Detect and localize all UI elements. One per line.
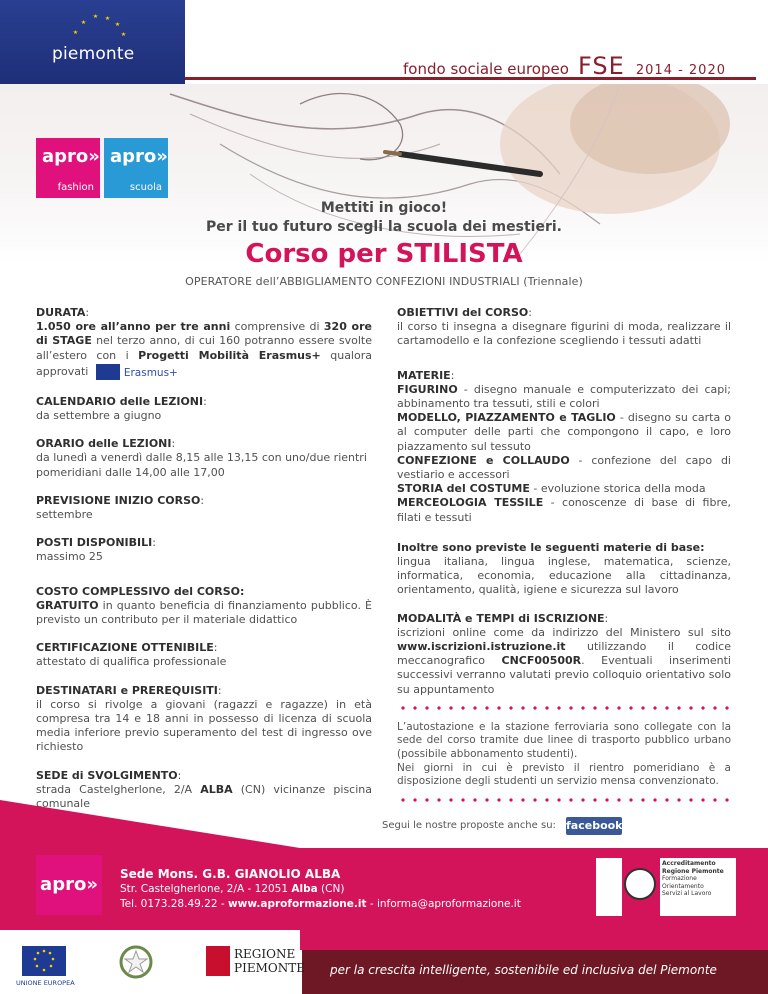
course-title: Corso per STILISTA xyxy=(245,239,523,269)
materia-desc: - evoluzione storica della moda xyxy=(529,482,706,496)
section-posti: POSTI DISPONIBILI: massimo 25 xyxy=(36,536,156,564)
sede-text-1: strada Castelgherlone, 2/A xyxy=(36,782,201,796)
footer-address-2: (CN) xyxy=(317,883,345,895)
sede-text-2: (CN) vicinanze piscina comunale xyxy=(36,782,372,811)
regione-name xyxy=(234,947,305,975)
iqnet-cert-icon xyxy=(624,868,656,900)
fse-acronym: FSE xyxy=(578,52,625,80)
footer-website-link[interactable]: www.aproformazione.it xyxy=(227,898,367,910)
costo-gratuito: GRATUITO xyxy=(36,598,99,612)
eu-stars-icon xyxy=(22,946,66,976)
section-destinatari: DESTINATARI e PREREQUISITI: il corso si rivolge a giovani (ragazzi e ragazze) in età compresa tra 14 e 18 anni in possesso di licenza di scuola media inferiore previo superamento del test di ingresso ove richiesto xyxy=(36,683,372,754)
footer-phone: Tel. 0173.28.49.22 - xyxy=(120,898,228,910)
apro-footer-logo: apro» xyxy=(36,855,102,915)
course-subtitle: OPERATORE dell’ABBIGLIAMENTO CONFEZIONI INDUSTRIALI (Triennale) xyxy=(185,275,583,288)
piemonte-wordmark: piemonte xyxy=(52,44,135,64)
materia-desc: - confezione del capo di vestiario e accessori xyxy=(397,453,731,482)
calendario-heading: CALENDARIO delle LEZIONI xyxy=(36,394,204,408)
section-obiettivi: OBIETTIVI del CORSO: il corso ti insegna a disegnare figurini di moda, realizzare il cartamodello e la confezione scegliendo i tessuti adatti xyxy=(397,306,731,348)
regione-line-2: PIEMONTE xyxy=(234,961,305,975)
materia-name: FIGURINO xyxy=(397,382,458,396)
sede-city: ALBA xyxy=(200,782,233,796)
italian-republic-emblem-icon xyxy=(118,942,154,982)
durata-text-2: nel terzo anno, di cui 160 potranno essere svolte all’estero con i xyxy=(36,334,372,362)
obiettivi-heading: OBIETTIVI del CORSO xyxy=(397,306,529,319)
slogan-text: per la crescita intelligente, sostenibile ed inclusiva del Piemonte xyxy=(330,963,717,977)
footer-address xyxy=(120,882,521,897)
sede-heading: SEDE di SVOLGIMENTO xyxy=(36,768,178,782)
footer-contacts xyxy=(120,867,521,912)
destinatari-heading: DESTINATARI e PREREQUISITI xyxy=(36,683,218,697)
regione-piemonte-logo xyxy=(206,946,305,978)
materia-name: MERCEOLOGIA TESSILE xyxy=(397,496,544,510)
materia-name: CONFEZIONE e COLLAUDO xyxy=(397,453,570,467)
accreditation-box xyxy=(660,858,736,916)
cert-line: Orientamento xyxy=(662,882,704,890)
previsione-text: settembre xyxy=(36,508,93,522)
afnor-cert-icon xyxy=(596,858,622,916)
materia-desc: - conoscenze di base di fibre, filati e tessuti xyxy=(397,496,731,524)
materia-name: STORIA del COSTUME xyxy=(397,482,530,496)
costo-heading: COSTO COMPLESSIVO del CORSO: xyxy=(36,584,245,598)
orario-heading: ORARIO delle LEZIONI xyxy=(36,437,172,451)
previsione-heading: PREVISIONE INIZIO CORSO xyxy=(36,493,201,507)
section-previsione: PREVISIONE INIZIO CORSO: settembre xyxy=(36,493,205,522)
iscrizione-text-1: iscrizioni online come da indirizzo del Ministero sul sito xyxy=(397,625,731,639)
facebook-link[interactable]: facebook xyxy=(566,817,622,835)
fse-subtitle: fondo sociale europeo xyxy=(403,60,569,78)
apro-scuola-name: apro» xyxy=(110,146,168,167)
apro-fashion-sub: fashion xyxy=(57,182,94,193)
apro-fashion-name: apro» xyxy=(42,146,100,167)
footer-phone-line xyxy=(120,897,521,912)
posti-heading: POSTI DISPONIBILI xyxy=(36,536,153,550)
fse-years: 2014 - 2020 xyxy=(635,63,726,78)
section-orario: ORARIO delle LEZIONI: da lunedì a venerdì dalle 8,15 alle 13,15 con uno/due rientri pomeridiani dalle 14,00 alle 17,00 xyxy=(36,437,367,479)
section-certificazione: CERTIFICAZIONE OTTENIBILE: attestato di qualifica professionale xyxy=(36,641,227,669)
cert-line: Formazione xyxy=(662,875,697,882)
regione-line-1: REGIONE xyxy=(234,947,296,961)
social-prompt: Segui le nostre proposte anche su: xyxy=(382,820,556,831)
iscrizione-heading: MODALITÀ e TEMPI di ISCRIZIONE xyxy=(397,611,605,625)
section-durata: DURATA: 1.050 ore all’anno per tre anni comprensive di 320 ore di STAGE nel terzo anno, di cui 160 potranno essere svolte all’estero con i Progetti Mobilità Erasmus+ qualora approvati Erasmus+ xyxy=(36,306,372,379)
materia-desc: - disegno su carta o al computer delle parti che compongono il capo, e loro piazzamento sul tessuto xyxy=(397,411,731,453)
footer-email[interactable]: - informa@aproformazione.it xyxy=(366,898,521,910)
apro-scuola-sub: scuola xyxy=(129,182,162,193)
materia-name: MODELLO, PIAZZAMENTO e TAGLIO xyxy=(397,411,616,425)
section-iscrizione: MODALITÀ e TEMPI di ISCRIZIONE: iscrizioni online come da indirizzo del Ministero sul sito www.iscrizioni.istruzione.it utilizzando il codice meccanografico CNCF00500R. Eventuali inserimenti successivi verranno valutati previo colloquio orientativo solo su appuntamento xyxy=(397,611,731,696)
eu-label: UNIONE EUROPEA xyxy=(16,979,75,987)
footer-address-1: Str. Castelgherlone, 2/A - 12051 xyxy=(120,883,292,895)
cert-title: Accreditamento Regione Piemonte xyxy=(662,860,724,875)
destinatari-text: il corso si rivolge a giovani (ragazzi e ragazze) in età compresa tra 14 e 18 anni in possesso di licenza di scuola media inferiore previo superamento del test di ingresso ove richiesto xyxy=(36,697,372,754)
base-heading: Inoltre sono previste le seguenti materie di base: xyxy=(397,540,705,554)
durata-text-3: qualora approvati xyxy=(36,348,372,378)
section-calendario: CALENDARIO delle LEZIONI: da settembre a giugno xyxy=(36,394,207,423)
cert-line: Servizi al Lavoro xyxy=(662,890,712,897)
section-materie: MATERIE: FIGURINO - disegno manuale e computerizzato dei capi; abbinamento tra tessuti, stili e colori MODELLO, PIAZZAMENTO e TAGLIO - disegno su carta o al computer delle parti che compongono il capo, e loro piazzamento sul tessuto CONFEZIONE e COLLAUDO - confezione del capo di vestiario e accessori STORIA del COSTUME - evoluzione storica della moda MERCEOLOGIA TESSILE - conoscenze di base di fibre, filati e tessuti xyxy=(397,368,731,524)
durata-erasmus-projects: Progetti Mobilità Erasmus+ xyxy=(138,348,321,362)
section-sede: SEDE di SVOLGIMENTO: strada Castelgherlone, 2/A ALBA (CN) vicinanze piscina comunale xyxy=(36,768,372,811)
iscrizione-text-3: . Eventuali inserimenti successivi verranno valutati previo colloquio orientativo solo su appuntamento xyxy=(397,654,731,696)
durata-hours: 1.050 ore all’anno per tre anni xyxy=(36,320,231,334)
durata-heading: DURATA xyxy=(36,306,86,319)
calendario-text: da settembre a giugno xyxy=(36,409,162,423)
footer-city: Alba xyxy=(291,883,318,895)
iscrizione-text-2: utilizzando il codice meccanografico xyxy=(397,640,731,668)
base-text: lingua italiana, lingua inglese, matematica, scienze, informatica, economia, educazione alla cittadinanza, orientamento, qualità, igiene e sicurezza sul lavoro xyxy=(397,555,731,597)
materia-desc: - disegno manuale e computerizzato dei capi; abbinamento tra tessuti, stili e colori xyxy=(397,382,731,411)
iscrizione-site-link[interactable]: www.iscrizioni.istruzione.it xyxy=(397,640,566,654)
posti-text: massimo 25 xyxy=(36,550,103,564)
regione-shield-icon xyxy=(206,946,230,976)
durata-stage: 320 ore di STAGE xyxy=(36,320,372,348)
durata-text-1: comprensive di xyxy=(230,320,324,334)
costo-text: in quanto beneficia di finanziamento pubblico. È previsto un contributo per il materiale didattico xyxy=(36,598,372,627)
obiettivi-text: il corso ti insegna a disegnare figurini di moda, realizzare il cartamodello e la confezione scegliendo i tessuti adatti xyxy=(397,320,731,348)
transport-text-2: Nei giorni in cui è previsto il rientro pomeridiano è a disposizione degli studenti un servizio mensa convenzionato. xyxy=(397,761,731,788)
tagline-1: Mettiti in gioco! xyxy=(320,200,448,216)
iscrizione-code: CNCF00500R xyxy=(501,654,582,668)
erasmus-label: Erasmus+ xyxy=(123,366,178,379)
certificazione-text: attestato di qualifica professionale xyxy=(36,655,227,669)
transport-text-1: L’autostazione e la stazione ferroviaria sono collegate con la sede del corso tramite due linee di trasporto pubblico urbano (possibile abbonamento studenti). xyxy=(397,720,731,761)
tagline-2: Per il tuo futuro scegli la scuola dei mestieri. xyxy=(206,219,562,235)
eu-flag-icon xyxy=(22,946,66,976)
materie-heading: MATERIE xyxy=(397,368,451,382)
footer-sede-title: Sede Mons. G.B. GIANOLIO ALBA xyxy=(120,867,341,881)
orario-text: da lunedì a venerdì dalle 8,15 alle 13,15 con uno/due rientri pomeridiani dalle 14,00 alle 17,00 xyxy=(36,451,367,479)
certificazione-heading: CERTIFICAZIONE OTTENIBILE xyxy=(36,641,214,655)
